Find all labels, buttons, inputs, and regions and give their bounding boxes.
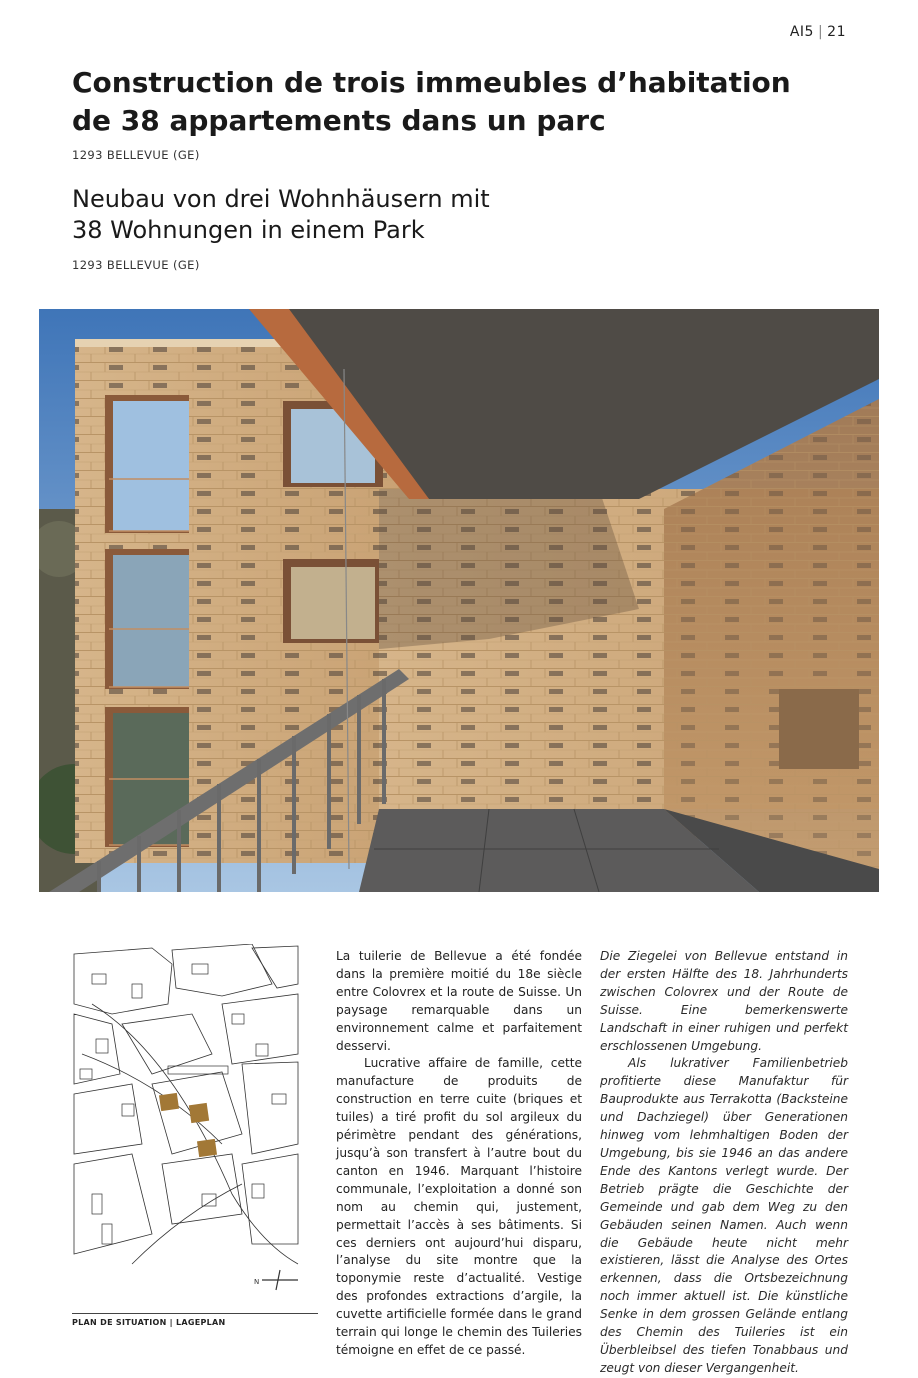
north-arrow-label: N (254, 1278, 260, 1286)
paragraph-french-2: Lucrative affaire de famille, cette manufacture de produits de construction en terre cuite (briques et tuiles) a tiré profit du sol argileux du périmètre pendant des générations, jusqu’à son transfert à l’autre bout du canton en 1946. Marquant l’histoire communale, l’exploitation a donné son nom au chemin qui, justement, permettait l’accès à ses bâtiments. Si ces derniers ont aujourd’hui disparu, l’analyse du site montre que la toponymie reste d’actualité. Vestige des profondes extractions d’argile, la cuvette artificielle formée dans le grand terrain qui longe le chemin des Tuileries témoigne en effet de ce passé. (336, 1056, 582, 1357)
caption-divider (72, 1313, 318, 1314)
body-text-german (600, 948, 848, 1378)
title-german (72, 184, 672, 246)
plan-caption: PLAN DE SITUATION | LAGEPLAN (72, 1318, 226, 1327)
balcony-photo (39, 309, 879, 892)
paragraph-german-2: Als lukrativer Familienbetrieb profitierte diese Manufaktur für Bauprodukte aus Terrakotta (Backsteine und Dachziegel) über Generationen hinweg vom lehmhaltigen Boden der Umgebung, bis sie 1946 an das andere Ende des Kantons verlegt wurde. Der Betrieb prägte die Geschichte der Gemeinde und gab dem Weg zu den Gebäuden seinen Namen. Auch wenn die Gebäude heute nicht mehr existieren, lässt die Analyse des Ortes erkennen, dass die Ortsbezeichnung noch immer aktuell ist. Die künstliche Senke in dem grossen Gelände entlang des Chemin des Tuileries ist ein Überbleibsel des tiefen Tonabbaus und zeugt von dieser Vergangenheit. (600, 1056, 848, 1375)
page-number (790, 24, 846, 40)
location-french: 1293 BELLEVUE (GE) (72, 148, 200, 162)
page-number-value: 21 (827, 24, 846, 40)
body-text-french (336, 948, 582, 1360)
title-french (72, 64, 792, 140)
location-german: 1293 BELLEVUE (GE) (72, 258, 200, 272)
title-german-line-2: 38 Wohnungen in einem Park (72, 216, 425, 244)
title-french-line-2: de 38 appartements dans un parc (72, 104, 606, 137)
title-french-line-1: Construction de trois immeubles d’habitation (72, 66, 791, 99)
page-number-separator: | (817, 24, 824, 40)
site-plan (72, 944, 300, 1296)
section-code: AI5 (789, 24, 814, 40)
paragraph-german-1: Die Ziegelei von Bellevue entstand in der ersten Hälfte des 18. Jahrhunderts zwischen Colovrex und der Route de Suisse. Eine bemerkenswerte Landschaft in einer ruhigen und perfekt erschlossenen Umgebung. (600, 949, 848, 1053)
title-german-line-1: Neubau von drei Wohnhäusern mit (72, 185, 490, 213)
paragraph-french-1: La tuilerie de Bellevue a été fondée dans la première moitié du 18e siècle entre Colovrex et la route de Suisse. Un paysage remarquable dans un environnement calme et parfaitement desservi. (336, 949, 582, 1053)
